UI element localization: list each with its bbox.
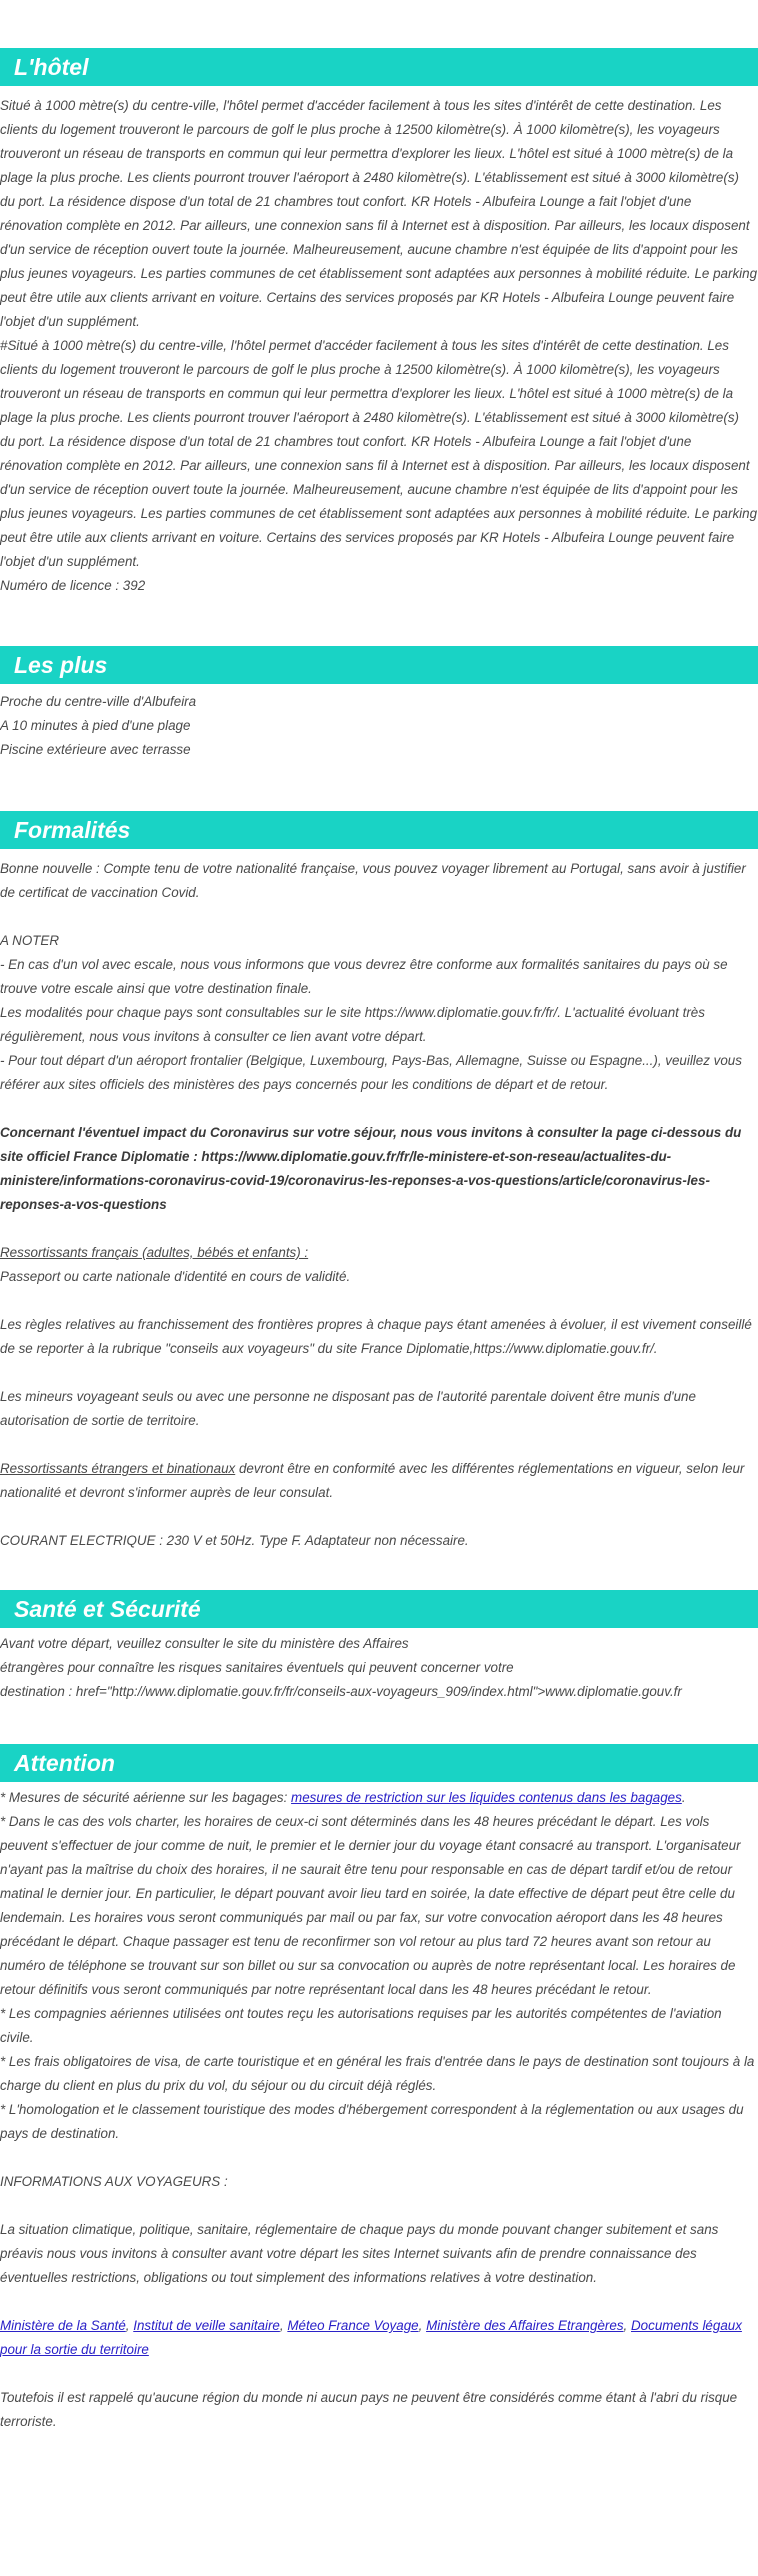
license-number: Numéro de licence : 392 [0,578,146,593]
coronavirus-notice-text: Concernant l'éventuel impact du Coronavirus sur votre séjour, nous vous invitons à consulter la page ci-dessous du site officiel France Diplomatie : https://www.diplomatie.gouv.fr/fr/le-ministere-et-son-reseau/actualites-du-ministere/informations-coronavirus-covid-19/coronavirus-les-reponses-a-vos-questions/article/coronavirus-les-reponses-a-vos-questions [0,1125,742,1212]
note-escale: - En cas d'un vol avec escale, nous vous informons que vous devrez être conforme aux formalités sanitaires du pays où se trouve votre escale ainsi que votre destination finale. [0,957,728,996]
foreign-nationals-text: devront être en conformité avec les différentes réglementations en vigueur, selon leur nationalité et devront s'informer auprès de leur consulat. [0,1461,745,1500]
homologation: * L'homologation et le classement touristique des modes d'hébergement correspondent à la réglementation ou aux usages du pays de destination. [0,2102,744,2141]
official-links: Ministère de la Santé, Institut de veille sanitaire, Méteo France Voyage, Ministère des Affaires Etrangères, Documents légaux pour la sortie du territoire [0,2318,742,2357]
terrorism-notice: Toutefois il est rappelé qu'aucune région du monde ni aucun pays ne peuvent être considérés comme étant à l'abri du risque terroriste. [0,2390,738,2429]
plus-item: Proche du centre-ville d'Albufeira [0,694,197,709]
note-modalites: Les modalités pour chaque pays sont consultables sur le site https://www.diplomatie.gouv.fr/fr/. L'actualité évoluant très régulièrement, nous vous invitons à consulter ce lien avant votre départ. [0,1005,705,1044]
link-meteo-france[interactable]: Méteo France Voyage [287,2318,419,2333]
link-veille-sanitaire[interactable]: Institut de veille sanitaire [133,2318,280,2333]
sante-content [0,1632,757,1704]
coronavirus-notice [0,1121,757,1217]
plus-item: Piscine extérieure avec terrasse [0,742,191,757]
liquids-restriction-link[interactable]: mesures de restriction sur les liquides contenus dans les bagages [291,1790,682,1805]
foreign-nationals-heading: Ressortissants étrangers et binationaux [0,1461,236,1476]
section-attention [0,1704,758,2434]
travelers-info-title: INFORMATIONS AUX VOYAGEURS : [0,2174,228,2189]
french-nationals-heading: Ressortissants français (adultes, bébés et enfants) : [0,1245,309,1260]
security-measures-text: * Mesures de sécurité aérienne sur les bagages: [0,1790,292,1805]
note-title: A NOTER [0,933,60,948]
link-ministere-sante[interactable]: Ministère de la Santé [0,2318,126,2333]
sante-line: destination : href="http://www.diplomatie.gouv.fr/fr/conseils-aux-voyageurs_909/index.html">www.diplomatie.gouv.fr [0,1684,682,1699]
note-frontalier: - Pour tout départ d'un aéroport frontalier (Belgique, Luxembourg, Pays-Bas, Allemagne, Suisse ou Espagne...), veuillez vous référer aux sites officiels des ministères des pays concernés pour les conditions de départ et de retour. [0,1053,742,1092]
section-title-hotel: L'hôtel [0,48,758,86]
borders-advice: Les règles relatives au franchissement des frontières propres à chaque pays étant amenées à évoluer, il est vivement conseillé de se reporter à la rubrique "conseils aux voyageurs" du site France Diplomatie,https://www.diplomatie.gouv.fr/. [0,1317,752,1356]
section-plus [0,598,758,762]
attention-content [0,1786,757,2434]
electric-current: COURANT ELECTRIQUE : 230 V et 50Hz. Type F. Adaptateur non nécessaire. [0,1533,469,1548]
section-title-attention: Attention [0,1744,758,1782]
section-hotel [0,0,758,598]
sante-line: Avant votre départ, veuillez consulter le site du ministère des Affaires [0,1636,409,1651]
charter-flights: * Dans le cas des vols charter, les horaires de ceux-ci sont déterminés dans les 48 heures précédant le départ. Les vols peuvent s'effectuer de jour comme de nuit, le premier et le dernier jour du voyage étant consacré au transport. L'organisateur n'ayant pas la maîtrise du choix des horaires, il ne saurait être tenu pour responsable en cas de départ tardif et/ou de retour matinal le dernier jour. En particulier, le départ pouvant avoir lieu tard en soirée, la date effective de départ peut être celle du lendemain. Les horaires vous seront communiqués par mail ou par fax, sur votre convocation aéroport dans les 48 heures précédant le départ. Chaque passager est tenu de reconfirmer son vol retour au plus tard 72 heures avant son retour au numéro de téléphone se trouvant sur son billet ou sur sa convocation ou auprès de notre représentant local. Les horaires de retour définitifs vous seront communiqués par notre représentant local dans les 48 heures précédant le retour. [0,1814,741,1997]
travel-situation: La situation climatique, politique, sanitaire, réglementaire de chaque pays du monde pouvant changer subitement et sans préavis nous vous invitons à consulter avant votre départ les sites Internet suivants afin de prendre connaissance des éventuelles restrictions, obligations ou tout simplement des informations relatives à votre destination. [0,2222,719,2285]
security-measures [0,1786,757,1810]
security-measures-end: . [681,1790,686,1805]
airlines-authorization: * Les compagnies aériennes utilisées ont toutes reçu les autorisations requises par les autorités compétentes de l'aviation civile. [0,2006,722,2045]
hotel-description [0,94,757,598]
section-title-plus: Les plus [0,646,758,684]
section-sante [0,1553,758,1704]
plus-item: A 10 minutes à pied d'une plage [0,718,191,733]
sante-line: étrangères pour connaître les risques sanitaires éventuels qui peuvent concerner votre [0,1660,514,1675]
link-documents-legaux[interactable]: Documents légaux pour la sortie du territoire [0,2318,742,2357]
formalites-content [0,857,757,1553]
section-formalites [0,762,758,1553]
link-affaires-etrangeres[interactable]: Ministère des Affaires Etrangères [426,2318,624,2333]
french-nationals-docs: Passeport ou carte nationale d'identité en cours de validité. [0,1269,351,1284]
formalites-intro: Bonne nouvelle : Compte tenu de votre nationalité française, vous pouvez voyager librement au Portugal, sans avoir à justifier de certificat de vaccination Covid. [0,861,746,900]
foreign-nationals [0,1457,757,1505]
hotel-paragraph: #Situé à 1000 mètre(s) du centre-ville, l'hôtel permet d'accéder facilement à tous les sites d'intérêt de cette destination. Les clients du logement trouveront le parcours de golf le plus proche à 12500 kilomètre(s). À 1000 kilomètre(s), les voyageurs trouveront un réseau de transports en commun qui leur permettra d'explorer les lieux. L'hôtel est situé à 1000 mètre(s) de la plage la plus proche. Les clients pourront trouver l'aéroport à 2480 kilomètre(s). L'établissement est situé à 3000 kilomètre(s) du port. La résidence dispose d'un total de 21 chambres tout confort. KR Hotels - Albufeira Lounge a fait l'objet d'une rénovation complète en 2012. Par ailleurs, une connexion sans fil à Internet est à disposition. Par ailleurs, les locaux disposent d'un service de réception ouvert toute la journée. Malheureusement, aucune chambre n'est équipée de lits d'appoint pour les plus jeunes voyageurs. Les parties communes de cet établissement sont adaptées aux personnes à mobilité réduite. Le parking peut être utile aux clients arrivant en voiture. Certains des services proposés par KR Hotels - Albufeira Lounge peuvent faire l'objet d'un supplément. [0,338,758,569]
plus-list [0,690,757,762]
minors-notice: Les mineurs voyageant seuls ou avec une personne ne disposant pas de l'autorité parentale doivent être munis d'une autorisation de sortie de territoire. [0,1389,696,1428]
section-title-formalites: Formalités [0,811,758,849]
hotel-paragraph: Situé à 1000 mètre(s) du centre-ville, l'hôtel permet d'accéder facilement à tous les sites d'intérêt de cette destination. Les clients du logement trouveront le parcours de golf le plus proche à 12500 kilomètre(s). À 1000 kilomètre(s), les voyageurs trouveront un réseau de transports en commun qui leur permettra d'explorer les lieux. L'hôtel est situé à 1000 mètre(s) de la plage la plus proche. Les clients pourront trouver l'aéroport à 2480 kilomètre(s). L'établissement est situé à 3000 kilomètre(s) du port. La résidence dispose d'un total de 21 chambres tout confort. KR Hotels - Albufeira Lounge a fait l'objet d'une rénovation complète en 2012. Par ailleurs, une connexion sans fil à Internet est à disposition. Par ailleurs, les locaux disposent d'un service de réception ouvert toute la journée. Malheureusement, aucune chambre n'est équipée de lits d'appoint pour les plus jeunes voyageurs. Les parties communes de cet établissement sont adaptées aux personnes à mobilité réduite. Le parking peut être utile aux clients arrivant en voiture. Certains des services proposés par KR Hotels - Albufeira Lounge peuvent faire l'objet d'un supplément. [0,98,758,329]
mandatory-fees: * Les frais obligatoires de visa, de carte touristique et en général les frais d'entrée dans le pays de destination sont toujours à la charge du client en plus du prix du vol, du séjour ou du circuit déjà réglés. [0,2054,755,2093]
section-title-sante: Santé et Sécurité [0,1590,758,1628]
